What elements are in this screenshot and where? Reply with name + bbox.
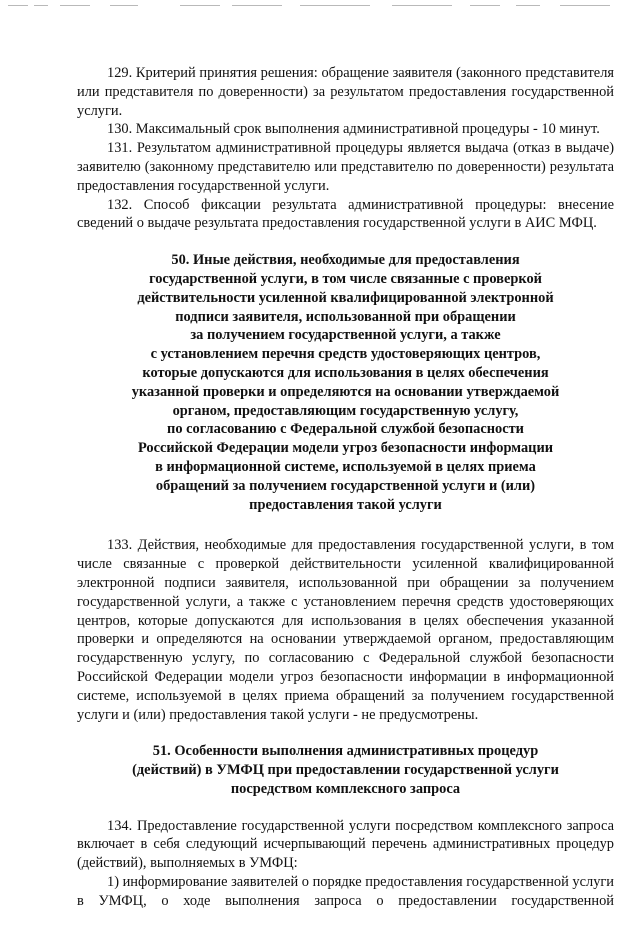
paragraph-132: 132. Способ фиксации результата административной процедуры: внесение сведений о выдаче результата предоставления государственной услуги в АИС МФЦ. [77,196,614,232]
document-page [77,64,614,929]
heading-line: которые допускаются для использования в целях обеспечения [142,364,549,381]
heading-line: органом, предоставляющим государственную услугу, [172,402,519,419]
heading-line: посредством комплексного запроса [230,780,461,797]
paragraph-130: 130. Максимальный срок выполнения административной процедуры - 10 минут. [107,121,600,138]
heading-line: указанной проверки и определяются на основании утверждаемой [131,383,560,400]
heading-line: за получением государственной услуги, а также [190,327,501,344]
heading-line: 50. Иные действия, необходимые для предоставления [171,252,520,269]
heading-line: с установлением перечня средств удостоверяющих центров, [150,346,541,363]
heading-line: по согласованию с Федеральной службой безопасности [167,421,524,438]
heading-line: Российской Федерации модели угроз безопасности информации [137,440,554,457]
paragraph-129: 129. Критерий принятия решения: обращение заявителя (законного представителя или представителя по доверенности) за результатом предоставления государственной услуги. [77,65,614,119]
heading-line: в информационной системе, используемой в целях приема [155,458,536,475]
heading-line: обращений за получением государственной услуги и (или) [155,477,536,494]
heading-line: действительности усиленной квалифицированной электронной [137,289,554,306]
heading-line: (действий) в УМФЦ при предоставлении государственной услуги [132,762,559,779]
paragraph-133: 133. Действия, необходимые для предоставления государственной услуги, в том числе связанные с проверкой действительности усиленной квалифицированной электронной подписи заявителя, использованной при обращении за получением государственной услуги, а также с установлением перечня средств удостоверяющих центров, которые допускаются для использования в целях обеспечения указанной проверки и определяются на основании утверждаемой органом, предоставляющим государственную услугу, по согласованию с Федеральной службой безопасности Российской Федерации модели угроз безопасности информации в информационной системе, используемой в целях приема обращений за получением государственной услуги и (или) предоставления такой услуги - не предусмотрены. [77,537,614,723]
section-51-heading [77,742,614,798]
heading-line: подписи заявителя, использованной при обращении [175,308,516,325]
heading-line: государственной услуги, в том числе связанные с проверкой [149,270,542,287]
heading-line: предоставления такой услуги [249,496,442,513]
list-item-1: 1) информирование заявителей о порядке предоставления государственной услуги в УМФЦ, о ходе выполнения запроса о предоставлении государственной [77,874,614,909]
section-50-heading [77,251,614,514]
paragraph-134: 134. Предоставление государственной услуги посредством комплексного запроса включает в себя следующий исчерпывающий перечень административных процедур (действий), выполняемых в УМФЦ: [77,817,614,872]
paragraph-131: 131. Результатом административной процедуры является выдача (отказ в выдаче) заявителю (законному представителю или представителю по доверенности) результата предоставления государственной услуги. [77,140,614,194]
heading-line: 51. Особенности выполнения административных процедур [152,743,539,760]
scan-top-edge [0,5,640,9]
